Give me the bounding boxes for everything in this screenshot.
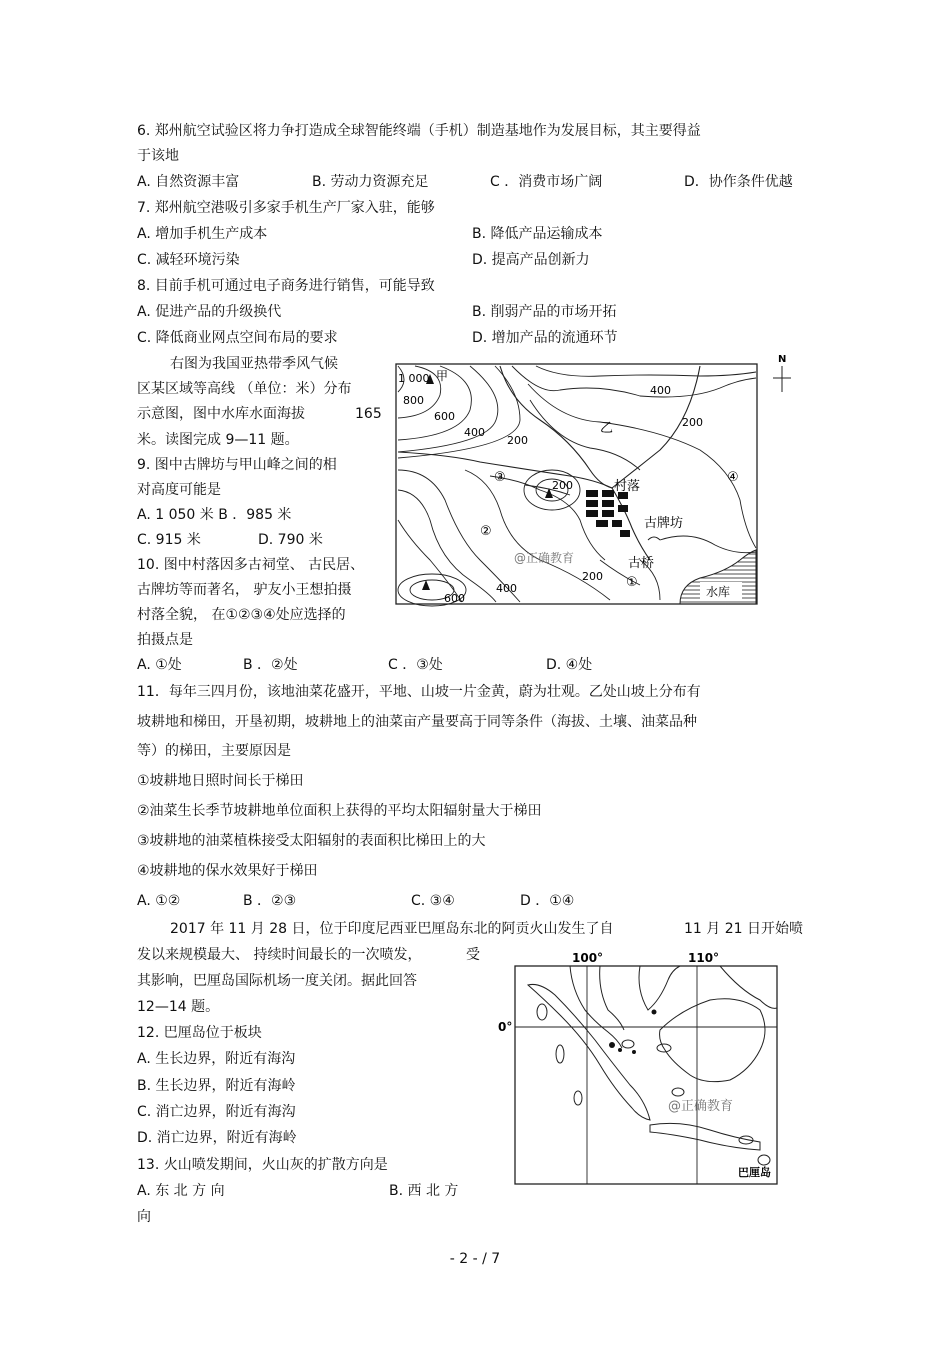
label-point-1: ① bbox=[626, 575, 638, 590]
intro9-line2: 区某区域等高线 （单位：米）分布 bbox=[137, 381, 352, 397]
label-contour-200-right: 200 bbox=[682, 416, 703, 429]
q12-stem: 12. 巴厘岛位于板块 bbox=[137, 1025, 262, 1041]
q11-option-d: D ．①④ bbox=[520, 893, 575, 909]
q10-line3: 村落全貌， 在①②③④处应选择的 bbox=[137, 607, 346, 623]
q6-option-c: C ．消费市场广阔 bbox=[490, 174, 603, 190]
intro9-line3: 示意图，图中水库水面海拔 bbox=[137, 406, 305, 422]
label-longitude-110: 110° bbox=[688, 951, 720, 965]
q7-option-c: C. 减轻环境污染 bbox=[137, 252, 240, 268]
label-reservoir: 水库 bbox=[706, 585, 731, 599]
q9-stem-line2: 对高度可能是 bbox=[137, 482, 221, 498]
q6-stem-line2: 于该地 bbox=[137, 148, 179, 164]
q11-option-b: B ．②③ bbox=[243, 893, 297, 909]
q9-option-ab: A. 1 050 米 B ．985 米 bbox=[137, 507, 292, 523]
q8-option-c: C. 降低商业网点空间布局的要求 bbox=[137, 330, 338, 346]
label-point-2: ② bbox=[480, 524, 492, 539]
q11-option-a: A. ①② bbox=[137, 893, 181, 909]
label-contour-800: 800 bbox=[403, 394, 424, 407]
watermark: @正确教育 bbox=[514, 551, 575, 565]
q12-option-b: B. 生长边界，附近有海岭 bbox=[137, 1078, 296, 1094]
q12-option-d: D. 消亡边界，附近有海岭 bbox=[137, 1130, 297, 1146]
q11-line2: 坡耕地和梯田，开垦初期，坡耕地上的油菜亩产量要高于同等条件（海拔、土壤、油菜品种 bbox=[137, 714, 697, 730]
label-yi: 乙 bbox=[600, 421, 614, 436]
q9-option-d: D. 790 米 bbox=[258, 532, 323, 548]
q11-statement-2: ②油菜生长季节坡耕地单位面积上获得的平均太阳辐射量大于梯田 bbox=[137, 803, 542, 819]
q10-option-c: C ．③处 bbox=[388, 657, 443, 673]
label-longitude-100: 100° bbox=[572, 951, 604, 965]
label-contour-200: 200 bbox=[507, 434, 528, 447]
label-hill-200: 200 bbox=[552, 479, 573, 492]
q13-option-a: A. 东 北 方 向 bbox=[137, 1183, 225, 1199]
q6-option-d: D．协作条件优越 bbox=[684, 174, 793, 190]
intro12-line3: 其影响，巴厘岛国际机场一度关闭。据此回答 bbox=[137, 973, 417, 989]
q8-option-b: B. 削弱产品的市场开拓 bbox=[472, 304, 617, 320]
q11-statement-3: ③坡耕地的油菜植株接受太阳辐射的表面积比梯田上的大 bbox=[137, 833, 486, 849]
north-arrow-icon bbox=[773, 366, 791, 392]
intro9-line1: 右图为我国亚热带季风气候 bbox=[170, 356, 338, 372]
label-contour-400-right: 400 bbox=[650, 384, 671, 397]
label-peak-elevation: 1 000 bbox=[398, 372, 430, 385]
q11-line3: 等）的梯田，主要原因是 bbox=[137, 743, 291, 759]
q12-option-c: C. 消亡边界，附近有海沟 bbox=[137, 1104, 296, 1120]
label-point-4: ④ bbox=[727, 470, 739, 485]
intro9-line4: 米。读图完成 9—11 题。 bbox=[137, 432, 299, 448]
q8-option-a: A. 促进产品的升级换代 bbox=[137, 304, 282, 320]
q8-option-d: D. 增加产品的流通环节 bbox=[472, 330, 618, 346]
q6-option-b: B. 劳动力资源充足 bbox=[312, 174, 429, 190]
intro9-line3-value: 165 bbox=[355, 406, 382, 422]
q10-line2: 古牌坊等而著名， 驴友小王想拍摄 bbox=[137, 582, 352, 598]
intro12-line1-end: 11 月 21 日开始喷 bbox=[684, 921, 803, 937]
q10-option-a: A. ①处 bbox=[137, 657, 182, 673]
label-latitude-0: 0° bbox=[498, 1020, 513, 1034]
q13-option-b-continued: 向 bbox=[137, 1209, 151, 1225]
watermark-map2: @正确教育 bbox=[668, 1099, 734, 1114]
q9-stem-line1: 9. 图中古牌坊与甲山峰之间的相 bbox=[137, 457, 337, 473]
label-village: 村落 bbox=[614, 479, 641, 494]
southeast-asia-map bbox=[495, 946, 785, 1192]
q10-option-d: D. ④处 bbox=[546, 657, 593, 673]
label-bali: 巴厘岛 bbox=[738, 1166, 771, 1179]
label-jia: 甲 bbox=[436, 369, 449, 383]
q11-line1: 11．每年三四月份，该地油菜花盛开，平地、山坡一片金黄，蔚为壮观。乙处山坡上分布有 bbox=[137, 684, 701, 700]
intro12-line2: 发以来规模最大、 持续时间最长的一次喷发， bbox=[137, 947, 422, 963]
q11-statement-1: ①坡耕地日照时间长于梯田 bbox=[137, 773, 304, 789]
label-contour-600-lower: 600 bbox=[444, 592, 465, 605]
contour-map bbox=[385, 348, 805, 610]
label-contour-600: 600 bbox=[434, 410, 455, 423]
label-contour-400-lower: 400 bbox=[496, 582, 517, 595]
q7-stem: 7. 郑州航空港吸引多家手机生产厂家入驻，能够 bbox=[137, 200, 435, 216]
q10-line1: 10. 图中村落因多古祠堂、 古民居、 bbox=[137, 557, 365, 573]
label-memorial-arch: 古牌坊 bbox=[644, 516, 684, 531]
q6-option-a: A. 自然资源丰富 bbox=[137, 174, 240, 190]
intro12-line2-end: 受 bbox=[466, 947, 480, 963]
q11-statement-4: ④坡耕地的保水效果好于梯田 bbox=[137, 863, 318, 879]
label-point-3: ③ bbox=[494, 470, 506, 485]
q7-option-b: B. 降低产品运输成本 bbox=[472, 226, 603, 242]
q10-option-b: B ．②处 bbox=[243, 657, 298, 673]
q10-line4: 拍摄点是 bbox=[137, 632, 193, 648]
q12-option-a: A. 生长边界，附近有海沟 bbox=[137, 1051, 296, 1067]
north-label: N bbox=[778, 354, 787, 365]
page-number: - 2 - / 7 bbox=[449, 1251, 501, 1267]
q7-option-a: A. 增加手机生产成本 bbox=[137, 226, 268, 242]
q7-option-d: D. 提高产品创新力 bbox=[472, 252, 590, 268]
label-ancient-bridge: 古桥 bbox=[628, 556, 655, 571]
q9-option-c: C. 915 米 bbox=[137, 532, 201, 548]
q8-stem: 8. 目前手机可通过电子商务进行销售，可能导致 bbox=[137, 278, 435, 294]
q13-stem: 13. 火山喷发期间，火山灰的扩散方向是 bbox=[137, 1157, 388, 1173]
intro12-line4: 12—14 题。 bbox=[137, 999, 220, 1015]
q11-option-c: C. ③④ bbox=[411, 893, 455, 909]
label-contour-200-lower: 200 bbox=[582, 570, 603, 583]
intro12-line1: 2017 年 11 月 28 日，位于印度尼西亚巴厘岛东北的阿贡火山发生了自 bbox=[170, 921, 614, 937]
q13-option-b: B. 西 北 方 bbox=[389, 1183, 459, 1199]
q6-stem-line1: 6. 郑州航空试验区将力争打造成全球智能终端（手机）制造基地作为发展目标，其主要得益 bbox=[137, 123, 701, 139]
label-contour-400: 400 bbox=[464, 426, 485, 439]
